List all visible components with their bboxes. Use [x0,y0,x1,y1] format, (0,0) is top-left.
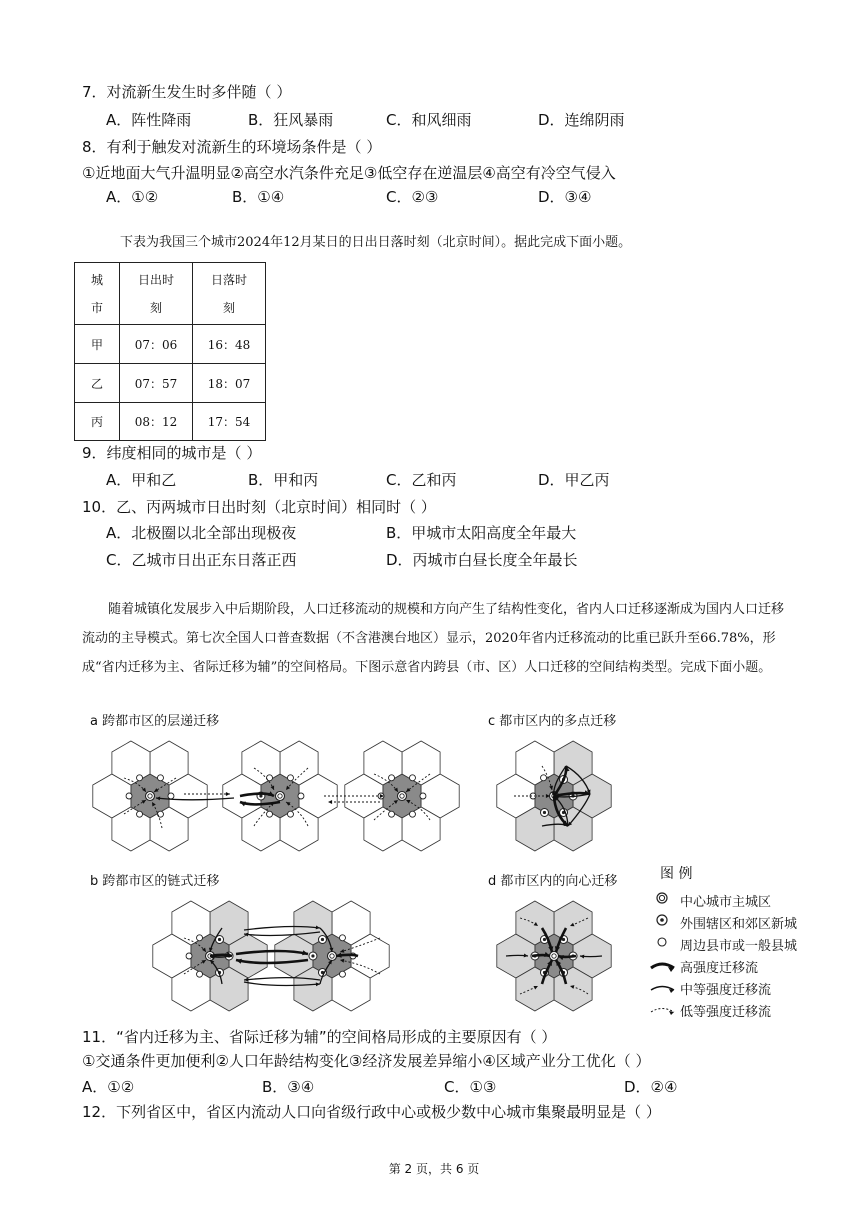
main-city-node-core [278,794,282,798]
q11-option-c: C．①③ [444,1078,497,1096]
main-city-node-core [400,794,404,798]
table-cell: 08：12 [120,403,193,441]
q7-option-d: D．连绵阴雨 [538,111,625,129]
main-city-node-core [330,954,334,958]
suburb-node-core [543,938,546,941]
county-node [267,775,273,781]
county-node [137,775,143,781]
diagram-c-title: c 都市区内的多点迁移 [488,714,617,729]
high-flow-symbol [651,964,674,968]
q11-stem: 11．“省内迁移为主、省际迁移为辅”的空间格局形成的主要原因有（ ） [82,1028,557,1046]
sunrise-sunset-table [74,262,266,441]
county-node [389,775,395,781]
county-node [137,811,143,817]
county-node [541,775,547,781]
table-cell: 17：54 [193,403,266,441]
diagram-a-stepwise-migration [84,728,476,864]
legend-county: 周边县市或一般县城 [680,939,798,954]
diagram-d-title: d 都市区内的向心迁移 [488,874,618,889]
q12-stem: 12．下列省区中，省区内流动人口向省级行政中心或极少数中心城市集聚最明显是（ ） [82,1103,661,1121]
table-cell: 甲 [75,325,120,364]
table-cell: 07：57 [120,364,193,403]
county-node [409,811,415,817]
county-node [197,971,203,977]
county-node [267,811,273,817]
q10-option-b: B．甲城市太阳高度全年最大 [386,524,577,542]
q8-stem: 8．有利于触发对流新生的环境场条件是（ ） [82,138,382,156]
q8-option-d: D．③④ [538,188,592,206]
q10-option-c: C．乙城市日出正东日落正西 [106,551,297,569]
county-node [287,775,293,781]
legend-main-city: 中心城市主城区 [680,895,772,910]
county-symbol [658,938,666,946]
q9-option-c: C．乙和丙 [386,471,457,489]
legend-title: 图 例 [660,866,693,882]
q8-conditions: ①近地面大气升温明显②高空水汽条件充足③低空存在逆温层④高空有冷空气侵入 [82,164,616,182]
legend-suburb: 外围辖区和郊区新城 [680,917,798,932]
county-node [298,793,304,799]
q8-option-a: A．①② [106,188,159,206]
legend-high-flow: 高强度迁移流 [680,961,759,976]
q7-option-a: A．阵性降雨 [106,111,192,129]
suburb-symbol [657,915,667,925]
diagram-d-centripetal-migration [484,888,624,1024]
suburb-node-core [218,938,221,941]
table-cell: 丙 [75,403,120,441]
county-node [339,935,345,941]
diagram-c-multipoint-migration [484,728,624,864]
county-node [409,775,415,781]
county-node [420,793,426,799]
legend-low-flow: 低等强度迁移流 [680,1005,772,1020]
legend-symbols [648,890,680,1016]
low-flow-head [669,1011,674,1015]
county-node [197,935,203,941]
q11-option-d: D．②④ [624,1078,678,1096]
county-node [126,793,132,799]
q8-option-b: B．①④ [232,188,285,206]
q11-option-a: A．①② [82,1078,135,1096]
county-node [389,811,395,817]
q7-option-c: C．和风细雨 [386,111,472,129]
county-node [157,775,163,781]
suburb-node-core [321,938,324,941]
header-sunrise: 日出时 刻 [120,263,193,325]
county-node [186,953,192,959]
q10-option-a: A．北极圈以北全部出现极夜 [106,524,297,542]
passage-text: 随着城镇化发展步入中后期阶段，人口迁移流动的规模和方向产生了结构性变化，省内人口迁移逐渐成为国内人口迁移流动的主导模式。第七次全国人口普查数据（不含港澳台地区）显示，2020年省内迁移流动的比重已跃升至66.78%，形成“省内迁移为主、省际迁移为辅”的空间格局。下图示意省内跨县（市、区）人口迁移的空间结构类型。完成下面小题。 [82,602,785,675]
q9-option-a: A．甲和乙 [106,471,177,489]
diagram-b-title: b 跨都市区的链式迁移 [90,874,220,889]
diagram-b-chain-migration [144,888,410,1024]
table-cell: 07：06 [120,325,193,364]
q9-stem: 9．纬度相同的城市是（ ） [82,444,262,462]
q9-option-d: D．甲乙丙 [538,471,610,489]
diagram-a-title: a 跨都市区的层递迁移 [90,714,220,729]
header-city: 城 市 [75,263,120,325]
q9-option-b: B．甲和丙 [248,471,319,489]
main-city-node-core [552,954,556,958]
county-node [168,793,174,799]
q10-stem: 10．乙、丙两城市日出时刻（北京时间）相同时（ ） [82,498,436,516]
county-node [339,971,345,977]
q11-conditions: ①交通条件更加便利②人口年龄结构变化③经济发展差异缩小④区域产业分工优化（ ） [82,1052,651,1070]
main-city-symbol [657,893,667,903]
q8-option-c: C．②③ [386,188,439,206]
q7-option-b: B．狂风暴雨 [248,111,334,129]
table-cell: 18：07 [193,364,266,403]
main-city-node-core [148,794,152,798]
page-footer: 第 2 页，共 6 页 [388,1162,480,1176]
table-intro: 下表为我国三个城市2024年12月某日的日出日落时刻（北京时间）。据此完成下面小题。 [120,235,632,250]
q7-stem: 7．对流新生发生时多伴随（ ） [82,83,292,101]
suburb-node-core [562,938,565,941]
table-cell: 16：48 [193,325,266,364]
q10-option-d: D．丙城市白昼长度全年最长 [386,551,578,569]
table-cell: 乙 [75,364,120,403]
legend-medium-flow: 中等强度迁移流 [680,983,772,998]
q11-option-b: B．③④ [262,1078,315,1096]
county-node [287,811,293,817]
suburb-node-core [311,954,314,957]
suburb-node-core [543,811,546,814]
header-sunset: 日落时 刻 [193,263,266,325]
